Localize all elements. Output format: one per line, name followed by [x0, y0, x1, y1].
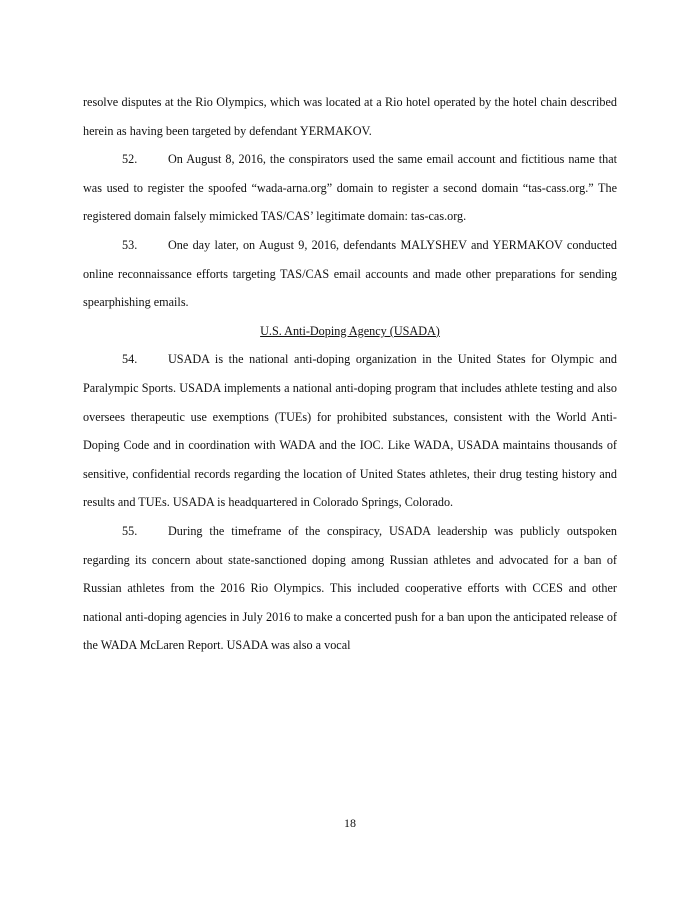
paragraph-number: 54. — [122, 352, 138, 367]
paragraph-52 — [83, 145, 617, 231]
paragraph-number: 52. — [122, 152, 138, 167]
paragraph-continuation — [83, 88, 617, 145]
page-number: 18 — [344, 816, 356, 830]
paragraph-text: During the timeframe of the conspiracy, USADA leadership was publicly outspoken regarding its concern about state-sanctioned doping among Russian athletes and advocated for a ban of Russian athletes from the 2016 Rio Olympics. This included cooperative efforts with CCES and other national anti-doping agencies in July 2016 to make a concerted push for a ban upon the anticipated release of the WADA McLaren Report. USADA was also a vocal — [83, 523, 617, 653]
body-text — [83, 88, 617, 660]
paragraph-text: USADA is the national anti-doping organization in the United States for Olympic and Paralympic Sports. USADA implements a national anti-doping program that includes athlete testing and also oversees therapeutic use exemptions (TUEs) for prohibited substances, consistent with the World Anti-Doping Code and in coordination with WADA and the IOC. Like WADA, USADA maintains thousands of sensitive, confidential records regarding the location of United States athletes, their drug testing history and results and TUEs. USADA is headquartered in Colorado Springs, Colorado. — [83, 352, 617, 510]
paragraph-number: 55. — [122, 523, 138, 538]
paragraph-text: resolve disputes at the Rio Olympics, which was located at a Rio hotel operated by the hotel chain described herein as having been targeted by defendant YERMAKOV. — [83, 95, 617, 138]
paragraph-text: On August 8, 2016, the conspirators used the same email account and fictitious name that was used to register the spoofed “wada-arna.org” domain to register a second domain “tas-cass.org.” The registered domain falsely mimicked TAS/CAS’ legitimate domain: tas-cas.org. — [83, 152, 617, 224]
section-heading: U.S. Anti-Doping Agency (USADA) — [260, 323, 440, 338]
paragraph-number: 53. — [122, 237, 138, 252]
paragraph-53 — [83, 231, 617, 317]
paragraph-text: One day later, on August 9, 2016, defendants MALYSHEV and YERMAKOV conducted online reconnaissance efforts targeting TAS/CAS email accounts and made other preparations for sending spearphishing emails. — [83, 237, 617, 310]
paragraph-55 — [83, 517, 617, 660]
paragraph-54 — [83, 345, 617, 517]
